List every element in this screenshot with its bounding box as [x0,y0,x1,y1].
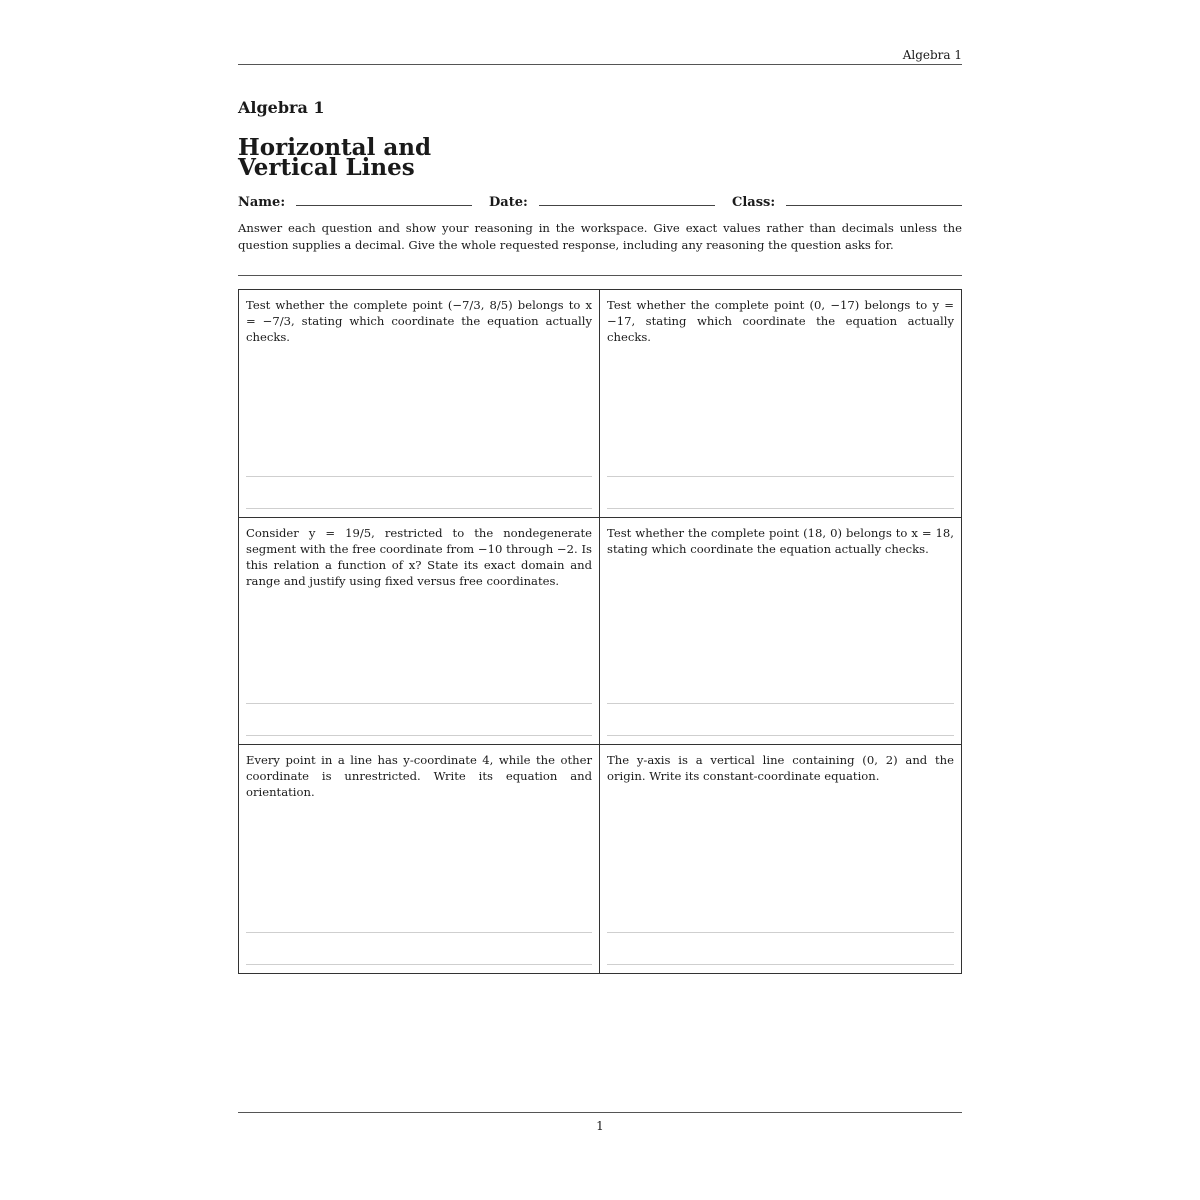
section-rule [238,275,962,276]
question-cell [239,745,600,973]
class-label: Class: [732,195,776,210]
answer-line[interactable] [246,735,592,736]
question-cell [239,290,600,518]
header-rule [238,64,962,65]
answer-line[interactable] [246,932,592,933]
answer-line[interactable] [607,735,954,736]
page-number: 1 [596,1119,604,1133]
name-label: Name: [238,195,286,210]
answer-line[interactable] [246,964,592,965]
question-cell [600,290,961,518]
answer-line[interactable] [246,703,592,704]
question-cell [239,518,600,746]
question-text: Test whether the complete point (−7/3, 8/5) belongs to x = −7/3, stating which coordinate the equation actually checks. [246,298,592,344]
course-name: Algebra 1 [238,98,325,117]
question-cell [600,518,961,746]
instructions: Answer each question and show your reasoning in the workspace. Give exact values rather than decimals unless the question supplies a decimal. Give the whole requested response, including any reasoning the question asks for. [238,221,962,252]
page-title [238,134,432,181]
answer-line[interactable] [607,932,954,933]
answer-line[interactable] [607,476,954,477]
question-text: Every point in a line has y-coordinate 4, while the other coordinate is unrestricted. Write its equation and orientation. [246,753,592,800]
question-text: Test whether the complete point (0, −17) belongs to y = −17, stating which coordinate the equation actually checks. [607,298,954,344]
answer-line[interactable] [246,476,592,477]
date-label: Date: [489,195,528,210]
title-line-2: Vertical Lines [238,154,415,181]
answer-line[interactable] [607,508,954,509]
question-text: Consider y = 19/5, restricted to the nondegenerate segment with the free coordinate from −10 through −2. Is this relation a function of x? State its exact domain and range and justify using fixed versus free coordinates. [246,525,592,588]
student-info-fields [238,195,962,215]
answer-line[interactable] [607,964,954,965]
question-text: The y-axis is a vertical line containing (0, 2) and the origin. Write its constant-coordinate equation. [607,753,954,784]
running-header: Algebra 1 [902,48,962,62]
name-field[interactable] [296,205,472,206]
question-grid [238,289,962,974]
footer-rule [238,1112,962,1113]
answer-line[interactable] [246,508,592,509]
question-text: Test whether the complete point (18, 0) belongs to x = 18, stating which coordinate the equation actually checks. [607,525,954,556]
class-field[interactable] [786,205,962,206]
title-line-1: Horizontal and [238,134,432,161]
date-field[interactable] [539,205,715,206]
answer-line[interactable] [607,703,954,704]
question-cell [600,745,961,973]
